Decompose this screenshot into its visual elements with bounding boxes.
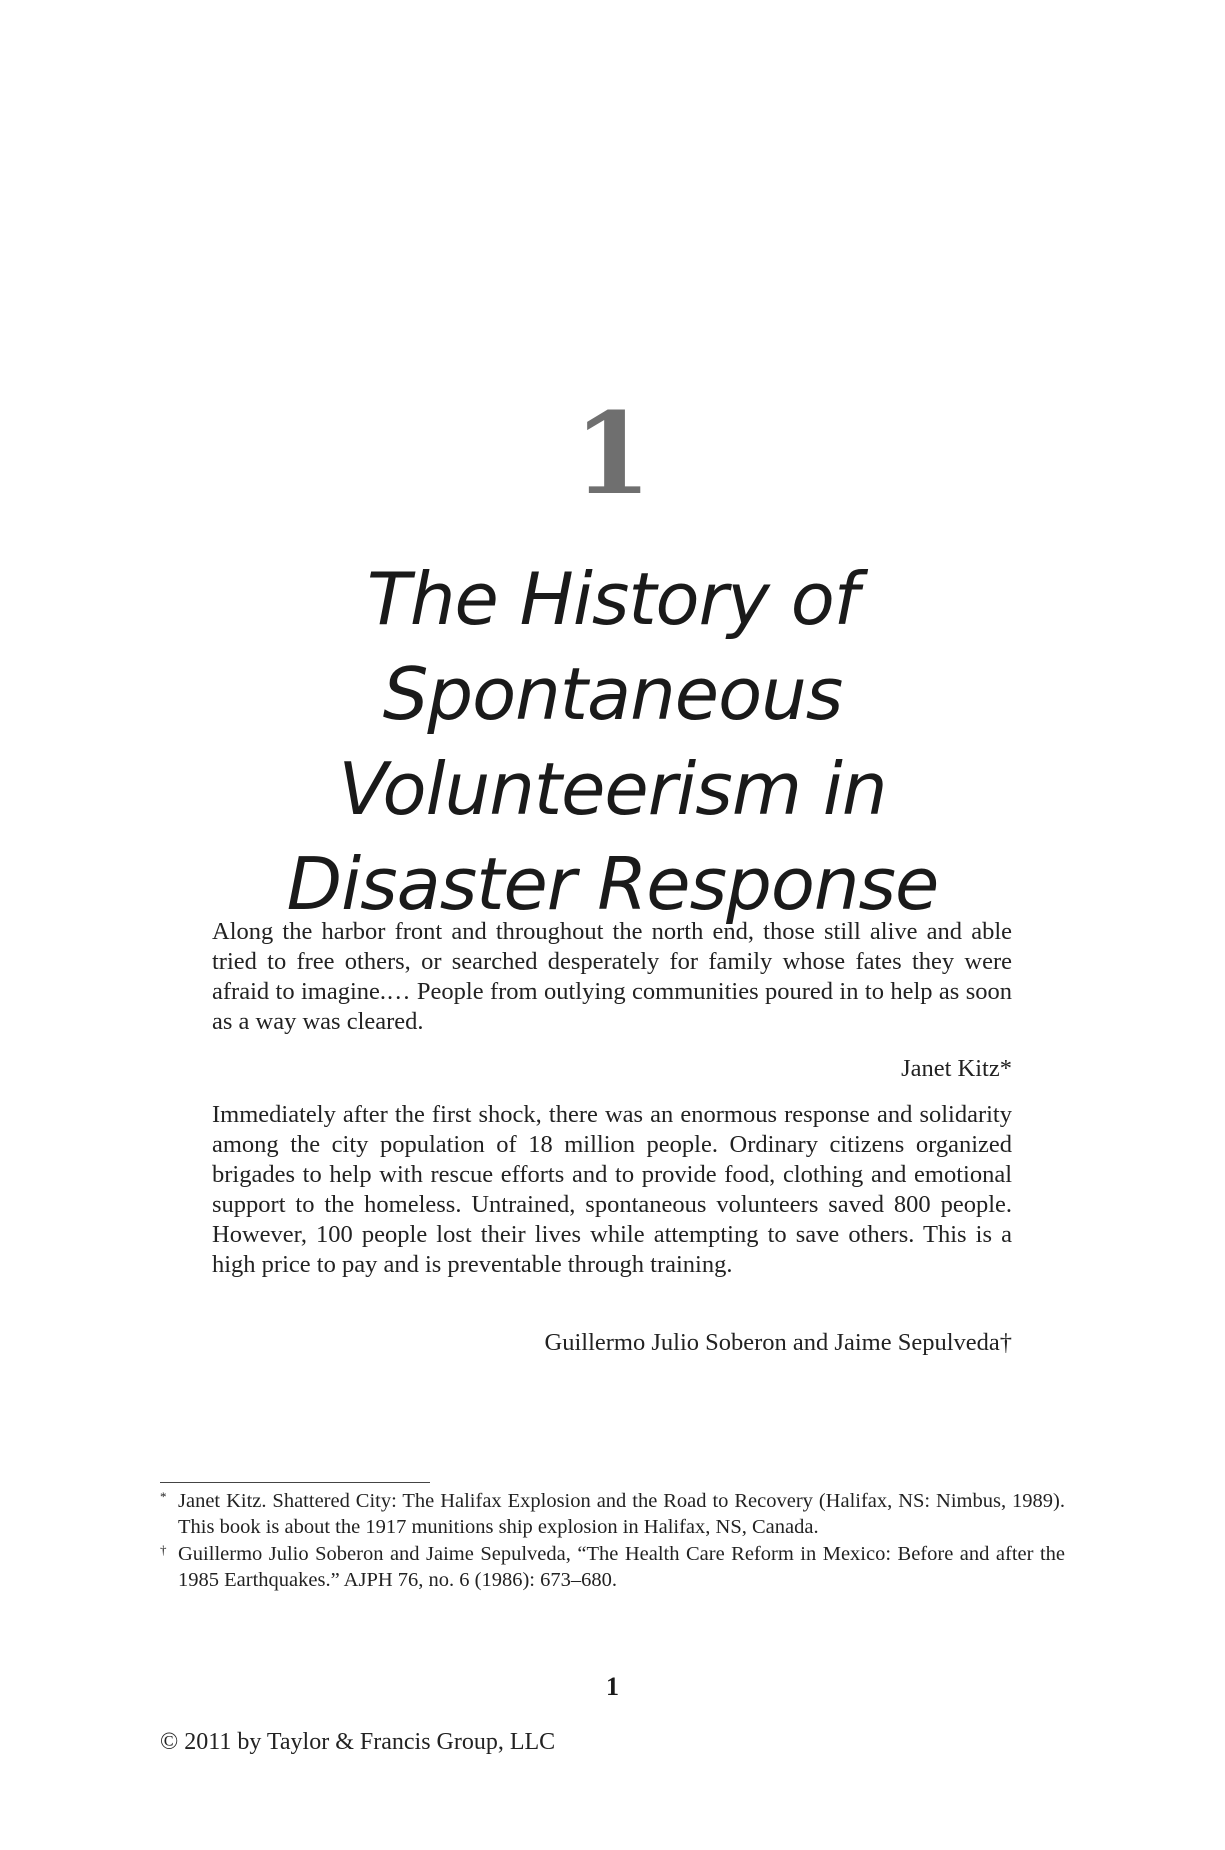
chapter-title — [150, 552, 1075, 932]
chapter-title-line: Volunteerism in — [338, 747, 887, 831]
footnote-mark: † — [160, 1542, 167, 1557]
footnote-text: Guillermo Julio Soberon and Jaime Sepulveda, “The Health Care Reform in Mexico: Before and after the 1985 Earthquakes.” AJPH 76, no. 6 (1986): 673–680. — [178, 1543, 1065, 1591]
epigraph-attribution: Guillermo Julio Soberon and Jaime Sepulveda† — [544, 1329, 1012, 1356]
copyright-notice: © 2011 by Taylor & Francis Group, LLC — [160, 1729, 556, 1755]
epigraph-quote: Immediately after the first shock, there was an enormous response and solidarity among the city population of 18 million people. Ordinary citizens organized brigades to help with rescue efforts and to provide food, clothing and emotional support to the homeless. Untrained, spontaneous volunteers saved 800 people. However, 100 people lost their lives while attempting to save others. This is a high price to pay and is preventable through training. — [212, 1101, 1012, 1278]
footnote-text: Janet Kitz. Shattered City: The Halifax Explosion and the Road to Recovery (Halifax, NS: Nimbus, 1989). This book is about the 1917 munitions ship explosion in Halifax, NS, Canada. — [178, 1490, 1065, 1538]
epigraph-quote: Along the harbor front and throughout the north end, those still alive and able tried to free others, or searched desperately for family whose fates they were afraid to imagine.… People from outlying communities poured in to help as soon as a way was cleared. — [212, 918, 1012, 1035]
chapter-title-line: Disaster Response — [286, 842, 939, 926]
footnote-mark: * — [160, 1489, 167, 1504]
epigraph-attribution: Janet Kitz* — [901, 1055, 1012, 1082]
footnote-divider — [160, 1482, 430, 1483]
chapter-number: 1 — [573, 389, 652, 520]
page-number: 1 — [606, 1672, 619, 1701]
chapter-title-line: The History of Spontaneous — [366, 557, 859, 736]
footnote — [160, 1488, 1065, 1540]
footnote — [160, 1541, 1065, 1593]
